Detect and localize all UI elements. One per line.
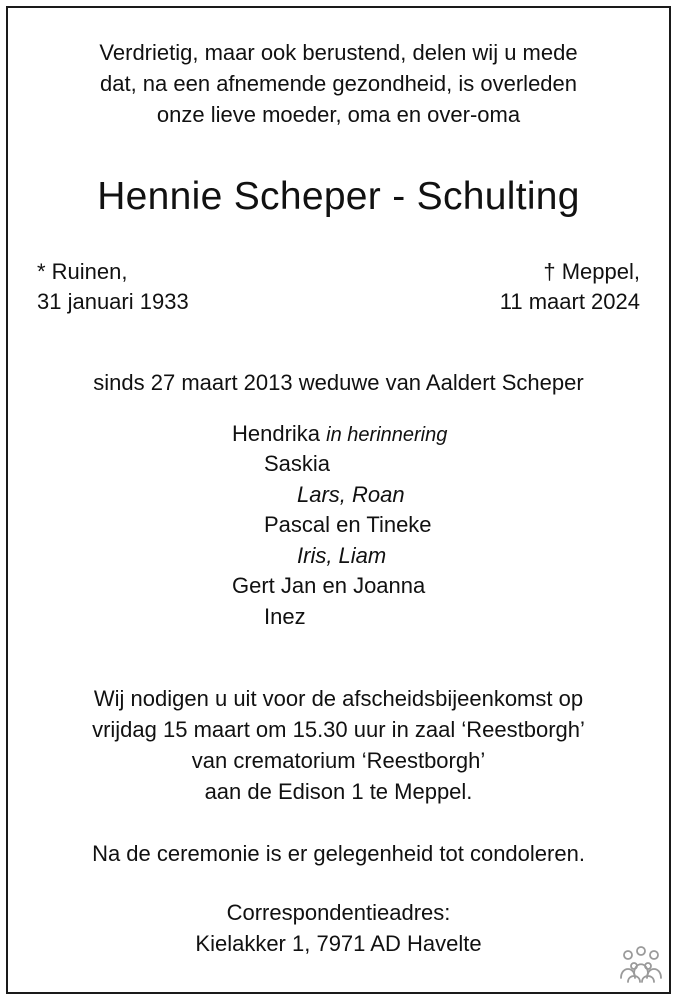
- people-group-icon: [617, 944, 665, 986]
- invitation-line-1: Wij nodigen u uit voor de afscheidsbijeenkomst op: [93, 686, 584, 711]
- birth-date: 31 januari 1933: [37, 289, 189, 314]
- family-hendrika-name: Hendrika: [232, 421, 321, 446]
- invitation-line-4: aan de Edison 1 te Meppel.: [204, 779, 473, 804]
- family-gert-jan: Gert Jan en Joanna: [232, 573, 426, 598]
- family-saskia: Saskia: [264, 451, 331, 476]
- intro-line-2: dat, na een afnemende gezondheid, is overleden: [99, 71, 578, 96]
- intro-line-1: Verdrietig, maar ook berustend, delen wij u mede: [99, 40, 578, 65]
- intro-line-3: onze lieve moeder, oma en over-oma: [156, 102, 521, 127]
- family-inez: Inez: [264, 604, 306, 629]
- family-pascal-children: Iris, Liam: [297, 543, 387, 568]
- birth-place: * Ruinen,: [37, 259, 128, 284]
- invitation-line-2: vrijdag 15 maart om 15.30 uur in zaal ‘Reestborgh’: [92, 717, 585, 742]
- family-hendrika: [232, 419, 447, 450]
- condolence-line: Na de ceremonie is er gelegenheid tot condoleren.: [92, 841, 585, 866]
- invitation-line-3: van crematorium ‘Reestborgh’: [191, 748, 486, 773]
- family-hendrika-note: in herinnering: [326, 424, 448, 446]
- family-pascal: Pascal en Tineke: [264, 512, 432, 537]
- deceased-name: Hennie Scheper - Schulting: [97, 175, 580, 218]
- family-saskia-children: Lars, Roan: [297, 482, 405, 507]
- correspondence-address: Kielakker 1, 7971 AD Havelte: [195, 931, 482, 956]
- correspondence-label: Correspondentieadres:: [226, 900, 451, 925]
- death-date: 11 maart 2024: [499, 289, 640, 314]
- widow-line: sinds 27 maart 2013 weduwe van Aaldert Scheper: [93, 370, 584, 395]
- death-place: † Meppel,: [543, 259, 640, 284]
